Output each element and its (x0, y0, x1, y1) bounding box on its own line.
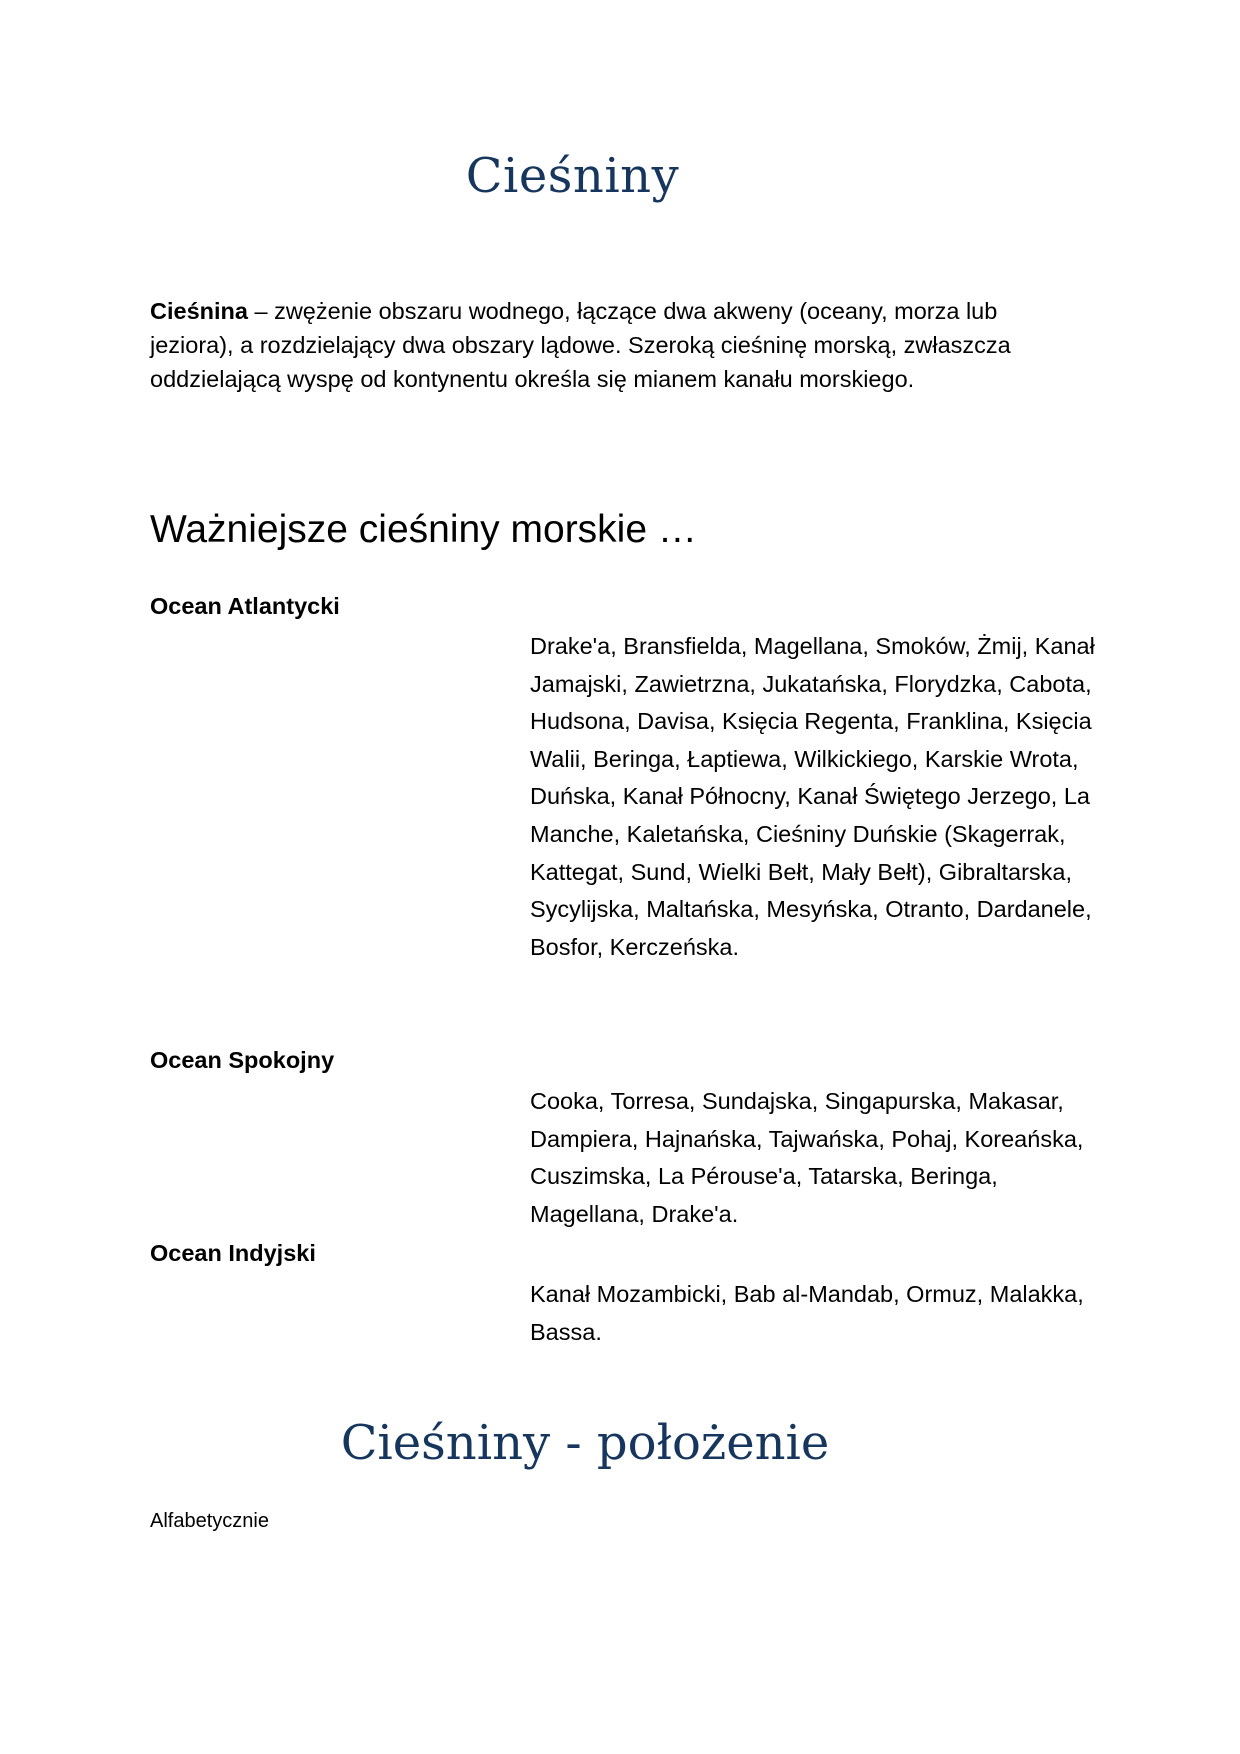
section-heading: Ważniejsze cieśniny morskie … (150, 508, 697, 551)
intro-paragraph (150, 294, 1070, 396)
strait-list-pacific: Cooka, Torresa, Sundajska, Singapurska, Makasar, Dampiera, Hajnańska, Tajwańska, Pohaj, Koreańska, Cuszimska, La Pérouse'a, Tatarska, Beringa, Magellana, Drake'a. (530, 1088, 1084, 1227)
ocean-heading-atlantic: Ocean Atlantycki (150, 593, 340, 619)
subtitle-alphabetical: Alfabetycznie (150, 1510, 269, 1532)
document-title: Cieśniny (465, 148, 680, 204)
ocean-heading-indian: Ocean Indyjski (150, 1240, 316, 1266)
intro-definition: – zwężenie obszaru wodnego, łączące dwa akweny (oceany, morza lub jeziora), a rozdzielający dwa obszary lądowe. Szeroką cieśninę morską, zwłaszcza oddzielającą wyspę od kontynentu określa się mianem kanału morskiego. (150, 298, 1011, 392)
ocean-heading-pacific: Ocean Spokojny (150, 1047, 335, 1073)
section-title-location: Cieśniny - położenie (340, 1415, 830, 1471)
strait-list-indian: Kanał Mozambicki, Bab al-Mandab, Ormuz, Malakka, Bassa. (530, 1281, 1084, 1345)
strait-list-atlantic: Drake'a, Bransfielda, Magellana, Smoków, Żmij, Kanał Jamajski, Zawietrzna, Jukatańska, Florydzka, Cabota, Hudsona, Davisa, Księcia Regenta, Franklina, Księcia Walii, Beringa, Łaptiewa, Wilkickiego, Karskie Wrota, Duńska, Kanał Północny, Kanał Świętego Jerzego, La Manche, Kaletańska, Cieśniny Duńskie (Skagerrak, Kattegat, Sund, Wielki Bełt, Mały Bełt), Gibraltarska, Sycylijska, Maltańska, Mesyńska, Otranto, Dardanele, Bosfor, Kerczeńska. (530, 633, 1095, 960)
intro-term: Cieśnina (150, 298, 248, 324)
